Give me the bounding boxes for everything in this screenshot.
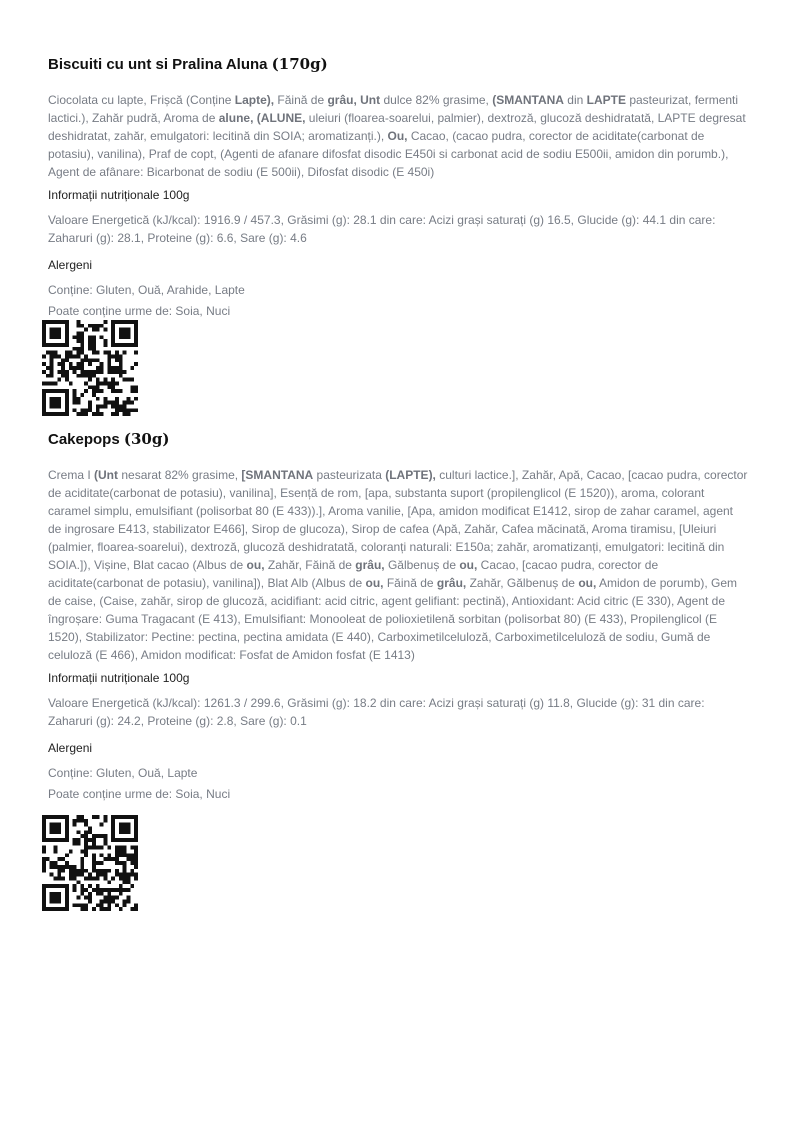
allergen-highlight: Ou,: [387, 129, 408, 143]
allergen-highlight: [SMANTANA: [241, 468, 314, 482]
allergen-highlight: ou,: [459, 558, 478, 572]
ingredient-text: Zahăr, Gălbenuș de: [466, 576, 579, 590]
ingredients-text: [48, 466, 748, 664]
ingredient-text: din: [563, 93, 587, 107]
allergens-contains: Conține: Gluten, Ouă, Arahide, Lapte: [48, 283, 245, 297]
ingredient-text: Zahăr, Făină de: [264, 558, 356, 572]
allergen-highlight: alune,: [218, 111, 254, 125]
ingredient-text: Cacao, [cacao pudra, corector de aciditate(carbonat de potasiu), vanilina]), Blat Alb (Albus de: [48, 558, 659, 590]
allergen-highlight: ou,: [246, 558, 265, 572]
allergen-highlight: LAPTE: [586, 93, 626, 107]
product-weight: (30g): [123, 430, 170, 448]
allergen-highlight: ou,: [578, 576, 597, 590]
nutrition-values: Valoare Energetică (kJ/kcal): 1261.3 / 299.6, Grăsimi (g): 18.2 din care: Acizi grași saturați (g) 11.8, Glucide (g): 31 din care: Zaharuri (g): 24.2, Proteine (g): 2.8, Sare (g): 0.1: [48, 696, 705, 728]
allergens-may-contain: Poate conține urme de: Soia, Nuci: [48, 304, 231, 318]
product-weight: (170g): [271, 55, 328, 73]
ingredient-text: Făină de: [274, 93, 328, 107]
allergen-highlight: (SMANTANA: [492, 93, 564, 107]
ingredient-text: Făină de: [383, 576, 437, 590]
allergen-highlight: grâu,: [355, 558, 385, 572]
ingredient-text: dulce 82% grasime,: [380, 93, 493, 107]
ingredient-text: pasteurizat, fermenti lactici.), Zahăr pudră, Aroma de: [48, 93, 739, 125]
product-name: Biscuiti cu unt si Pralina Aluna: [48, 56, 268, 73]
ingredient-text: pasteurizata: [313, 468, 386, 482]
product-title: [48, 54, 748, 75]
allergen-highlight: grâu,: [436, 576, 467, 590]
allergen-highlight: ou,: [365, 576, 384, 590]
allergens-may-contain: Poate conține urme de: Soia, Nuci: [48, 787, 231, 801]
nutrition-title: Informații nutriționale 100g: [48, 671, 190, 685]
qr-code-icon: [42, 815, 138, 911]
ingredient-text: Gălbenuș de: [384, 558, 460, 572]
ingredients-text: [48, 91, 748, 181]
product-biscuiti: [48, 54, 748, 323]
ingredient-text: Amidon de porumb), Gem de caise, (Caise, zahăr, sirop de glucoză, acidifiant: acid citric, agent gelifiant: pectină), Antioxidant: Acid citric (E 330), Agent de îngroșare: Guma Tragacant (E 413), Emulsifiant: Monooleat de polioxietilenă sorbitan (polisorbat 80) (E 433), Propilenglicol (E 1520), Stabilizator: Pectine: pectina, pectina amidata (E 440), Carboximetilceluloză, Carboximetilceluloză de sodiu, Gumă de celuloză (E 466), Amidon modificat: Fosfat de Amidon fosfat (E 1413): [48, 576, 738, 662]
ingredient-text: uleiuri (floarea-soarelui, palmier), dextroză, glucoză deshidratată, LAPTE degresat deshidratat, zahăr, emulgatori: lecitină din SOIA; aromatizanți.),: [48, 111, 746, 143]
ingredient-text: Crema I: [48, 468, 95, 482]
nutrition-title: Informații nutriționale 100g: [48, 188, 190, 202]
product-title: [48, 429, 748, 450]
allergen-highlight: Lapte),: [234, 93, 275, 107]
qr-code-icon: [42, 320, 138, 416]
ingredient-text: Ciocolata cu lapte, Frișcă (Conține: [48, 93, 235, 107]
ingredient-text: nesarat 82% grasime,: [118, 468, 242, 482]
allergen-highlight: (ALUNE,: [256, 111, 306, 125]
allergen-highlight: grâu, Unt: [327, 93, 381, 107]
ingredient-text: Cacao, (cacao pudra, corector de aciditate(carbonat de potasiu), vanilina), Praf de copt, (Agenti de afanare difosfat disodic E450i si carbonat acid de sodiu E500ii, amidon din porumb.), Agent de afânare: Bicarbonat de sodiu (E 500ii), Difosfat disodic (E 450i): [48, 129, 729, 179]
product-cakepops: [48, 429, 748, 806]
allergen-highlight: (Unt: [94, 468, 119, 482]
allergen-highlight: (LAPTE),: [385, 468, 436, 482]
ingredient-text: culturi lactice.], Zahăr, Apă, Cacao, [cacao pudra, corector de aciditate(carbonat de potasiu), vanilina], Esență de rom, [apa, substanta suport (propilenglicol (E 1520)), aroma, colorant caramel simplu, emulsifiant (polisorbat 80 (E 433)).], Aroma vanilie, [Apa, amidon modificat E1412, sirop de zahar caramel, agent de ingrosare E413, stabilizator E466], Sirop de glucoza), Sirop de cafea (Apă, Zahăr, Cafea măcinată, Aroma tiramisu, [Uleiuri (palmier, floarea-soarelui), dextroză, glucoză deshidratată, coloranți naturali: E150a; zahăr, aromatizanți, emulgatori: lecitină din SOIA.]), Vișine, Blat cacao (Albus de: [48, 468, 748, 572]
allergens-contains: Conține: Gluten, Ouă, Lapte: [48, 766, 198, 780]
allergens-title: Alergeni: [48, 258, 93, 272]
allergens-title: Alergeni: [48, 741, 93, 755]
nutrition-values: Valoare Energetică (kJ/kcal): 1916.9 / 457.3, Grăsimi (g): 28.1 din care: Acizi grași saturați (g) 16.5, Glucide (g): 44.1 din care: Zaharuri (g): 28.1, Proteine (g): 6.6, Sare (g): 4.6: [48, 213, 716, 245]
product-name: Cakepops: [48, 431, 120, 448]
